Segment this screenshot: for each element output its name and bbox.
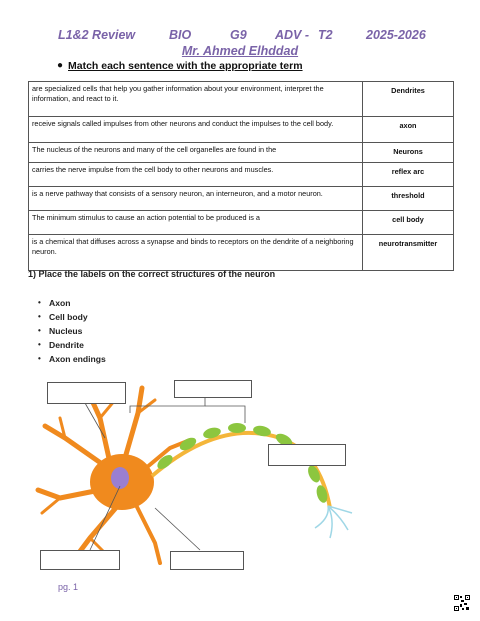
matching-table [28,81,454,271]
table-row [29,211,454,235]
label-item: • Axon endings [38,354,106,368]
axon-endings [315,506,352,538]
instruction-text: Match each sentence with the appropriate term [68,60,303,72]
term-cell: neurotransmitter [363,235,454,271]
label-item: • Dendrite [38,340,106,354]
label-item: • Nucleus [38,326,106,340]
qr-code-icon [454,595,470,611]
sentence-cell: are specialized cells that help you gather information about your environment, interpret the information, and react to it. [29,82,363,117]
nucleus [111,467,129,489]
answer-box-myelin[interactable] [268,444,346,466]
header-subject: BIO [169,28,192,42]
header-level: ADV - [275,28,310,42]
label-list [38,298,106,368]
bullet-icon: ● [57,60,64,71]
header-grade: G9 [230,28,247,42]
sentence-cell: is a chemical that diffuses across a synapse and binds to receptors on the dendrite of a neighboring neuron. [29,235,363,271]
table-row [29,235,454,271]
teacher-name: Mr. Ahmed Elhddad [181,44,299,58]
matching-instruction [57,60,303,72]
term-cell: reflex arc [363,163,454,187]
question-title: 1) Place the labels on the correct structures of the neuron [28,269,276,279]
label-item: • Axon [38,298,106,312]
table-row [29,163,454,187]
answer-box-axon[interactable] [174,380,252,398]
table-row [29,143,454,163]
term-cell: axon [363,117,454,143]
header-lesson: L1&2 Review [58,28,136,42]
sentence-cell: carries the nerve impulse from the cell body to other neurons and muscles. [29,163,363,187]
term-cell: Neurons [363,143,454,163]
sentence-cell: The minimum stimulus to cause an action potential to be produced is a [29,211,363,235]
term-cell: threshold [363,187,454,211]
table-row [29,117,454,143]
answer-box-dendrite[interactable] [47,382,126,404]
table-row [29,82,454,117]
answer-box-cell-body[interactable] [170,551,244,570]
sentence-cell: is a nerve pathway that consists of a sensory neuron, an interneuron, and a motor neuron. [29,187,363,211]
answer-box-nucleus[interactable] [40,550,120,570]
table-row [29,187,454,211]
page-number: pg. 1 [58,582,79,592]
header-term: T2 [318,28,333,42]
term-cell: Dendrites [363,82,454,117]
label-item: • Cell body [38,312,106,326]
header-year: 2025-2026 [366,28,426,42]
document-header [58,28,430,44]
sentence-cell: receive signals called impulses from other neurons and conduct the impulses to the cell body. [29,117,363,143]
sentence-cell: The nucleus of the neurons and many of the cell organelles are found in the [29,143,363,163]
term-cell: cell body [363,211,454,235]
neuron-diagram [30,378,450,578]
